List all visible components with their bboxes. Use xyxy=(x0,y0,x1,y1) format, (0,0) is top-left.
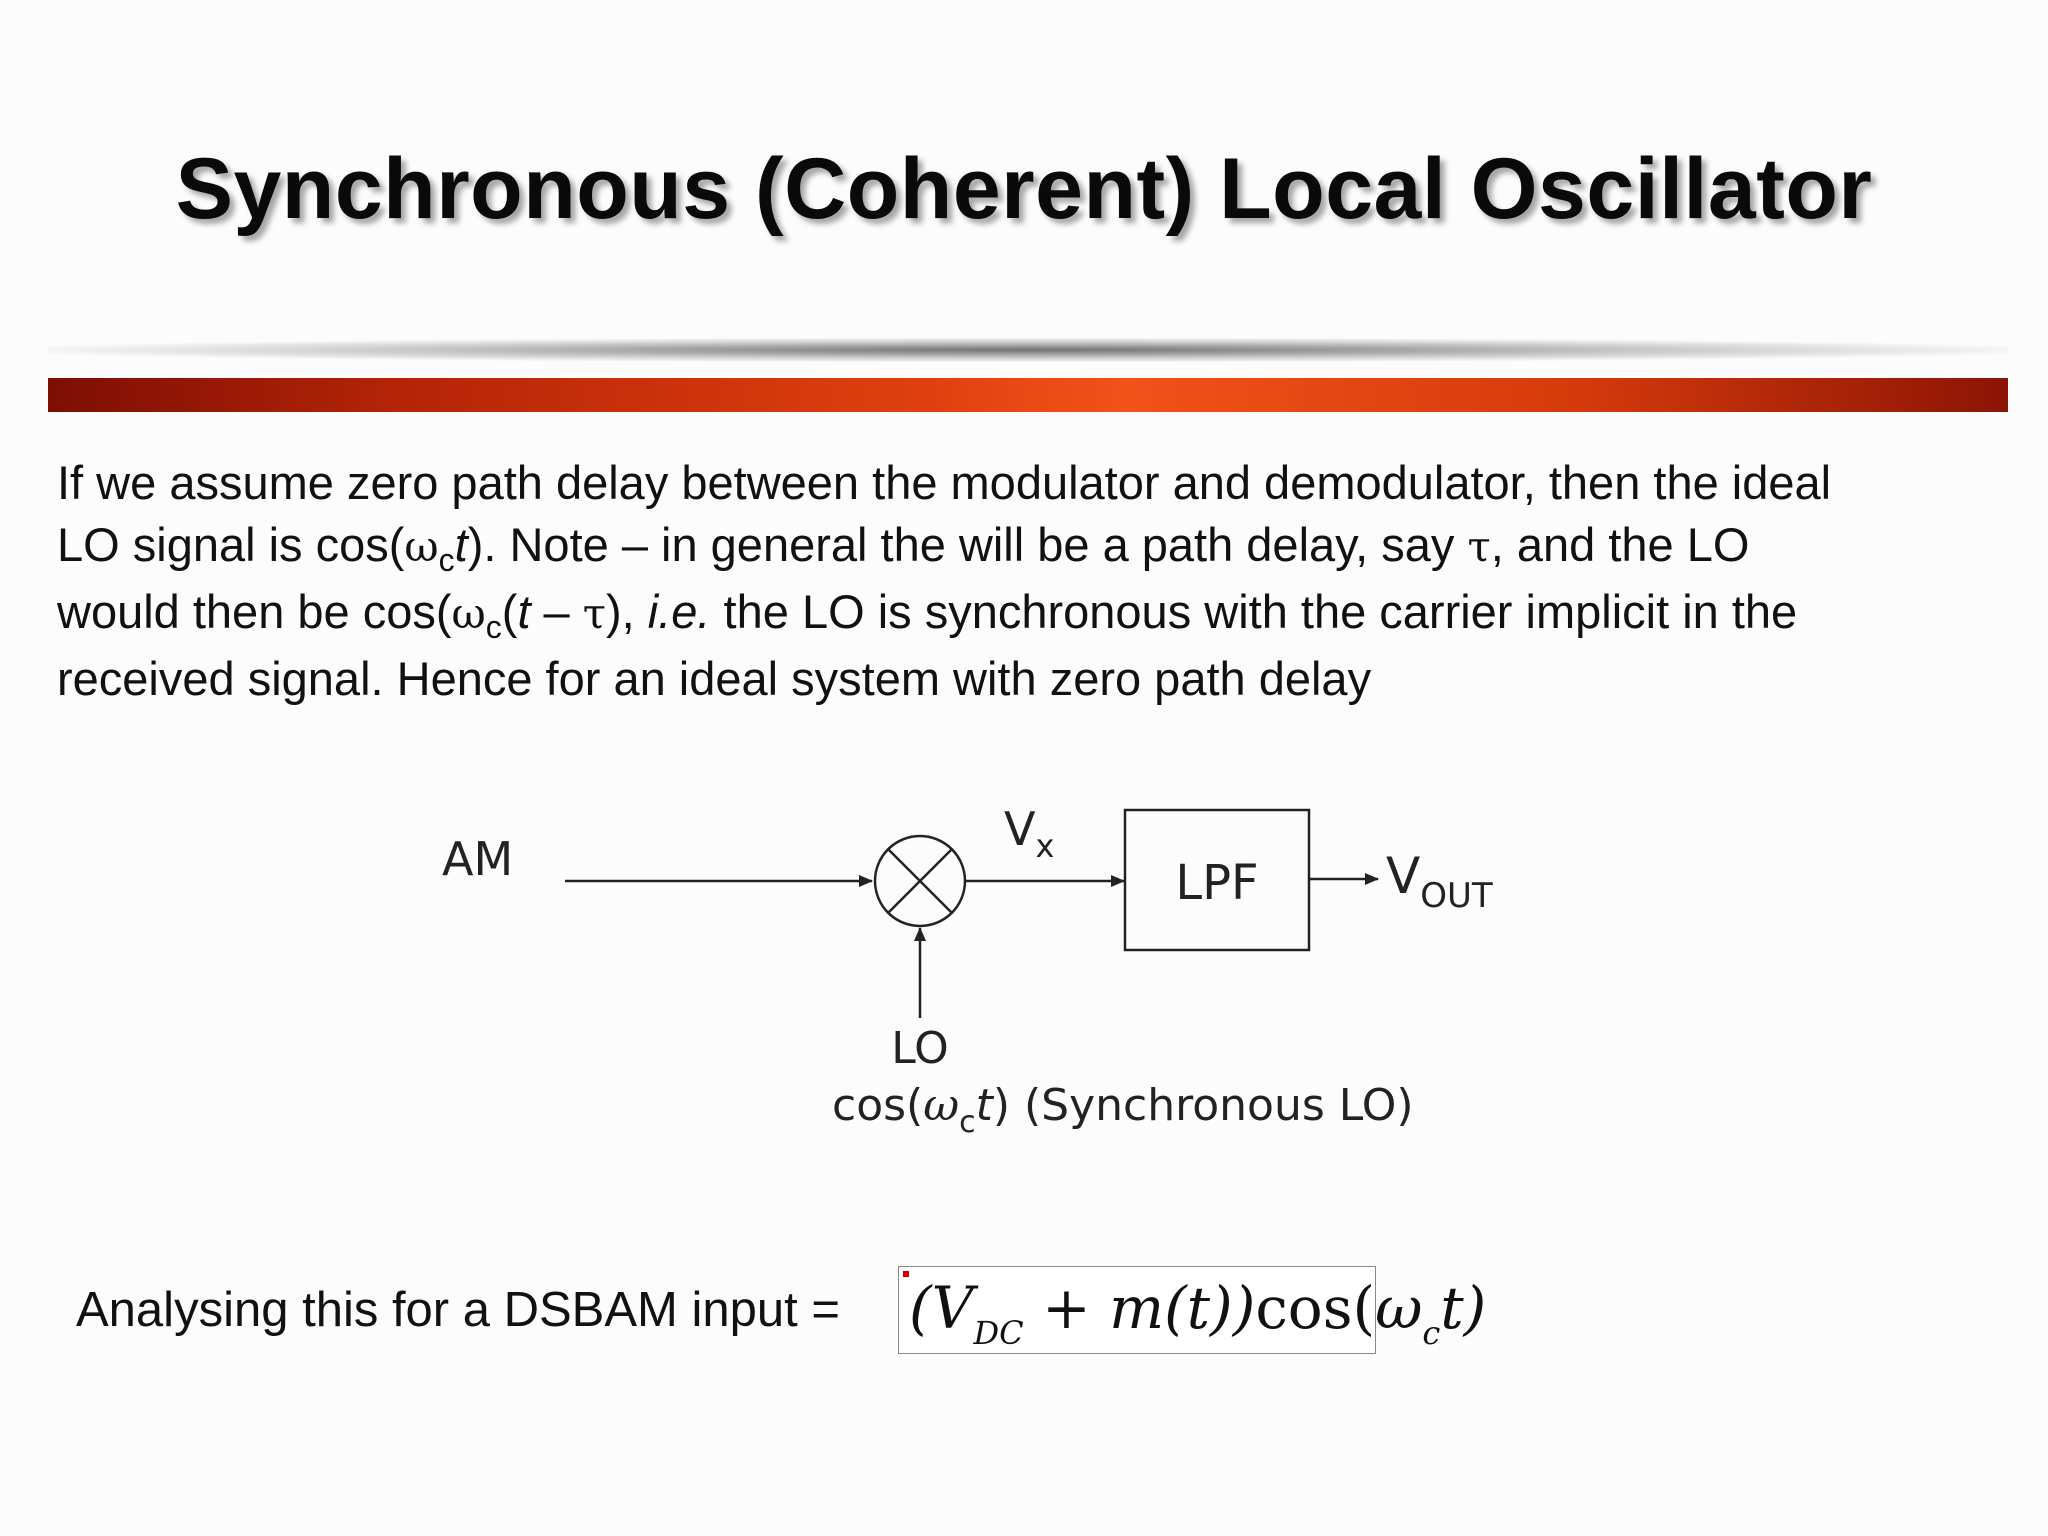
formula-omega: ω xyxy=(1375,1274,1423,1342)
ie-abbreviation: i.e. xyxy=(647,585,711,638)
tau-symbol: τ xyxy=(1467,522,1491,571)
lo-label: LO xyxy=(891,1023,949,1074)
vx-v: V xyxy=(1004,802,1036,856)
formula-fragment: (V xyxy=(909,1274,974,1342)
subscript-c: c xyxy=(438,542,455,578)
lo-expr-cos: cos( xyxy=(832,1080,924,1131)
formula-subscript-c: c xyxy=(1422,1314,1441,1352)
lo-expr-t: t xyxy=(975,1080,993,1131)
lo-expr-subscript: c xyxy=(959,1105,976,1140)
vout-v: V xyxy=(1386,847,1421,905)
vout-subscript: OUT xyxy=(1420,876,1493,916)
subscript-c: c xyxy=(485,609,502,645)
text-fragment: ), xyxy=(606,585,648,638)
mixer-output-label xyxy=(1004,802,1054,865)
formula-fragment: t) xyxy=(1440,1274,1487,1342)
output-label xyxy=(1386,847,1493,916)
text-fragment: the LO is synchronous with the carrier implicit in the xyxy=(710,585,1798,638)
paragraph-line-4: received signal. Hence for an ideal system with zero path delay xyxy=(57,652,1372,705)
text-fragment: , and the LO xyxy=(1490,518,1750,571)
lo-expr-omega: ω xyxy=(923,1080,960,1131)
lo-expression xyxy=(832,1080,1414,1140)
text-fragment: – xyxy=(530,585,583,638)
vx-subscript: x xyxy=(1035,827,1055,865)
tau-symbol: τ xyxy=(582,589,607,638)
omega-symbol: ω xyxy=(404,522,439,571)
formula-fragment: + m(t)) xyxy=(1023,1274,1256,1342)
lpf-label: LPF xyxy=(1175,855,1259,911)
slide-title: Synchronous (Coherent) Local Oscillator xyxy=(175,141,1873,237)
text-fragment: ). Note – in general the will be a path delay, say xyxy=(467,518,1468,571)
mixer-multiplier-symbol xyxy=(875,836,965,926)
text-fragment: ( xyxy=(501,585,518,638)
text-fragment: would then be cos( xyxy=(57,585,452,638)
variable-t: t xyxy=(454,518,468,571)
dsbam-analysis-label: Analysing this for a DSBAM input = xyxy=(76,1283,840,1337)
formula-subscript-dc: DC xyxy=(973,1314,1024,1352)
text-fragment: LO signal is cos( xyxy=(57,518,405,571)
omega-symbol: ω xyxy=(451,589,486,638)
formula-cos: cos( xyxy=(1255,1274,1376,1342)
paragraph-line-1: If we assume zero path delay between the modulator and demodulator, then the ideal xyxy=(57,456,1832,509)
dsbam-formula xyxy=(909,1269,1486,1356)
input-label-am: AM xyxy=(442,832,514,886)
variable-t: t xyxy=(517,585,531,638)
lo-expr-rest: ) (Synchronous LO) xyxy=(992,1080,1414,1131)
dsbam-formula-box xyxy=(898,1266,1487,1354)
